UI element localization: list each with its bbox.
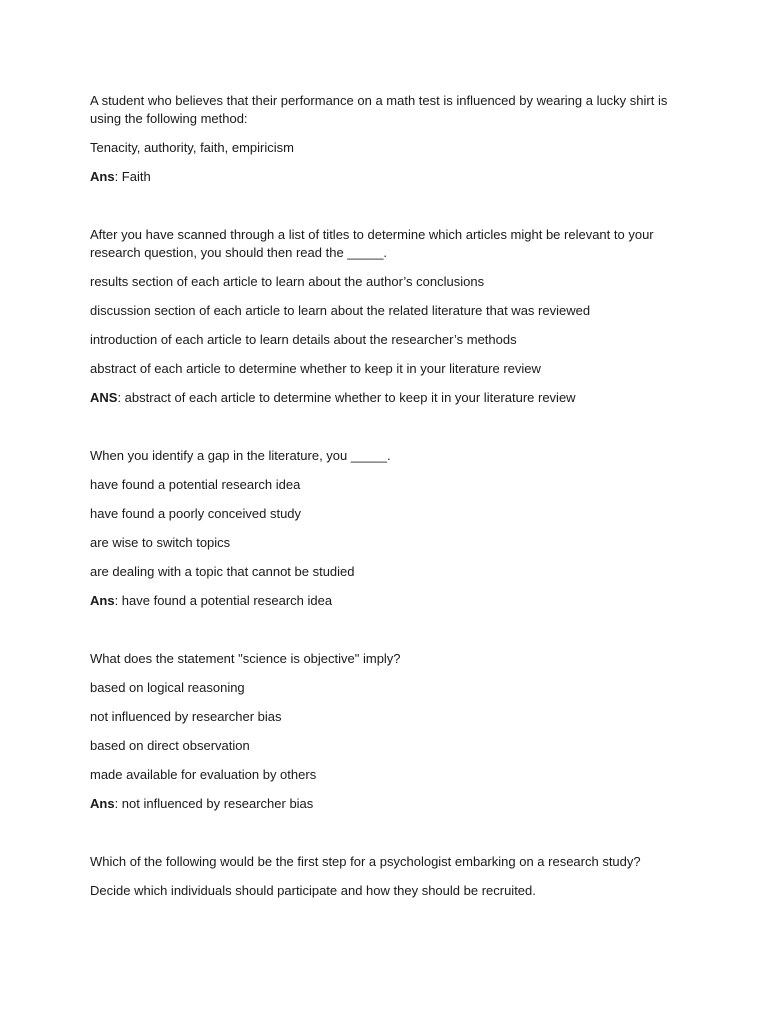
question-3 — [90, 447, 680, 610]
answer-label: ANS — [90, 390, 118, 405]
answer-text: : abstract of each article to determine whether to keep it in your literature review — [117, 390, 576, 405]
answer-option: are wise to switch topics — [90, 535, 231, 550]
question-5 — [90, 853, 680, 900]
question-prompt: When you identify a gap in the literature, you _____. — [90, 448, 391, 463]
document-page — [90, 92, 680, 940]
answer-option: have found a potential research idea — [90, 477, 301, 492]
answer-option: abstract of each article to determine whether to keep it in your literature review — [90, 361, 541, 376]
question-2 — [90, 226, 680, 407]
question-prompt: Which of the following would be the first step for a psychologist embarking on a research study? — [90, 854, 641, 869]
answer-line — [90, 168, 680, 186]
answer-option: discussion section of each article to learn about the related literature that was reviewed — [90, 303, 591, 318]
answer-option: Tenacity, authority, faith, empiricism — [90, 140, 294, 155]
answer-option: based on direct observation — [90, 738, 250, 753]
answer-option: are dealing with a topic that cannot be studied — [90, 564, 355, 579]
answer-line — [90, 592, 680, 610]
answer-option: introduction of each article to learn details about the researcher’s methods — [90, 332, 517, 347]
answer-option: have found a poorly conceived study — [90, 506, 302, 521]
question-1 — [90, 92, 680, 186]
answer-line — [90, 795, 680, 813]
answer-text: : not influenced by researcher bias — [114, 796, 314, 811]
question-prompt: A student who believes that their performance on a math test is influenced by wearing a lucky shirt is using the following method: — [90, 93, 668, 126]
question-prompt: What does the statement "science is objective" imply? — [90, 651, 401, 666]
answer-line — [90, 389, 680, 407]
answer-option: not influenced by researcher bias — [90, 709, 282, 724]
answer-option: results section of each article to learn about the author’s conclusions — [90, 274, 485, 289]
answer-label: Ans — [90, 593, 115, 608]
answer-label: Ans — [90, 169, 115, 184]
answer-option: made available for evaluation by others — [90, 767, 317, 782]
answer-option: Decide which individuals should participate and how they should be recruited. — [90, 883, 536, 898]
question-4 — [90, 650, 680, 813]
answer-text: : have found a potential research idea — [114, 593, 333, 608]
answer-option: based on logical reasoning — [90, 680, 245, 695]
question-prompt: After you have scanned through a list of titles to determine which articles might be relevant to your research question, you should then read the _____. — [90, 227, 654, 260]
answer-label: Ans — [90, 796, 115, 811]
answer-text: : Faith — [114, 169, 151, 184]
